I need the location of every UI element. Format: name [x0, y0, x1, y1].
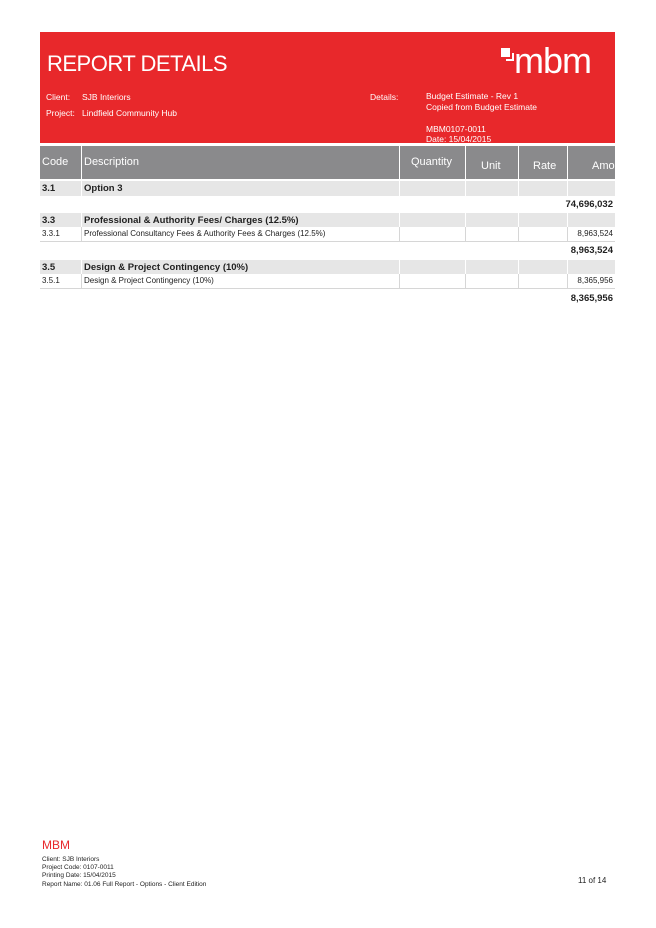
footer-brand: MBM: [42, 838, 70, 852]
table-row: [40, 274, 615, 289]
col-amount: Amount: [592, 160, 630, 172]
client-value: SJB Interiors: [82, 92, 131, 102]
section-total: 8,365,956: [570, 293, 613, 304]
col-rate: Rate: [519, 146, 568, 179]
item-code: 3.5.1: [40, 274, 82, 288]
details-date: Date: 15/04/2015: [426, 134, 492, 144]
table-header: [40, 146, 630, 179]
footer-client: Client: SJB Interiors: [42, 856, 100, 863]
footer-project-code: Project Code: 0107-0011: [42, 864, 114, 871]
item-code: 3.3.1: [40, 227, 82, 241]
details-line2: Copied from Budget Estimate: [426, 102, 538, 112]
mbm-logo: [501, 40, 611, 86]
col-code: Code: [40, 146, 82, 179]
col-description: Description: [82, 146, 400, 179]
section-total-row: [40, 198, 615, 212]
section-title: Professional & Authority Fees/ Charges (12.5%): [82, 213, 400, 227]
page-number: 11 of 14: [578, 876, 607, 885]
col-unit: Unit: [466, 146, 519, 179]
item-amount: 8,963,524: [577, 229, 613, 238]
report-header: [40, 32, 615, 143]
footer-printing-date: Printing Date: 15/04/2015: [42, 872, 116, 879]
section-code: 3.5: [40, 260, 82, 274]
details-line1: Budget Estimate - Rev 1: [426, 91, 519, 101]
col-quantity: Quantity: [400, 146, 466, 179]
section-total: 74,696,032: [565, 199, 613, 210]
section-code: 3.3: [40, 213, 82, 227]
logo-corner-icon: [506, 53, 514, 61]
section-title: Option 3: [82, 181, 400, 196]
report-title: REPORT DETAILS: [47, 51, 228, 76]
section-total-row: [40, 244, 615, 258]
item-description: Design & Project Contingency (10%): [82, 274, 400, 288]
item-description: Professional Consultancy Fees & Authority Fees & Charges (12.5%): [82, 227, 400, 241]
section-total-row: [40, 292, 615, 306]
section-total: 8,963,524: [570, 245, 613, 256]
footer-report-name: Report Name: 01.06 Full Report - Options - Client Edition: [42, 881, 207, 888]
section-row: [40, 181, 615, 196]
details-code: MBM0107-0011: [426, 124, 486, 134]
section-row: [40, 260, 615, 274]
logo-text: mbm: [514, 40, 591, 81]
project-value: Lindfield Community Hub: [82, 108, 177, 118]
section-code: 3.1: [40, 181, 82, 196]
project-label: Project:: [46, 108, 75, 118]
item-amount: 8,365,956: [577, 276, 613, 285]
client-label: Client:: [46, 92, 71, 102]
section-title: Design & Project Contingency (10%): [82, 260, 400, 274]
section-row: [40, 213, 615, 227]
table-row: [40, 227, 615, 242]
details-label: Details:: [370, 92, 399, 102]
